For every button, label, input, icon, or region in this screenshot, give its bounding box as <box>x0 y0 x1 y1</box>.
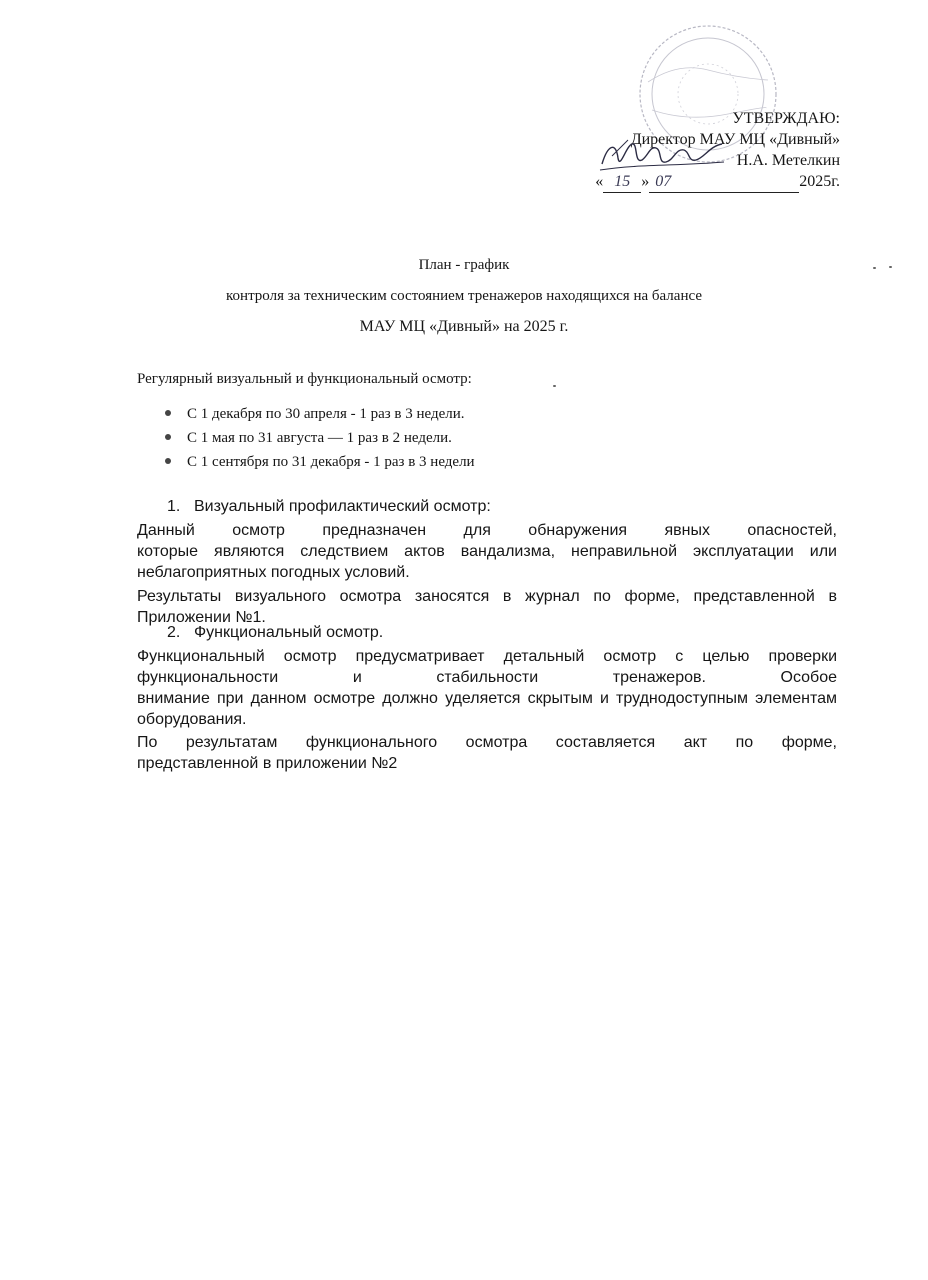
list-item: С 1 мая по 31 августа — 1 раз в 2 недели. <box>165 428 475 452</box>
list-item: С 1 декабря по 30 апреля - 1 раз в 3 недели. <box>165 404 475 428</box>
section1-paragraph: Приложении №1. <box>137 609 266 626</box>
date-day: 15 <box>603 171 641 193</box>
doc-title-line1: План - график <box>418 257 510 273</box>
list-item: С 1 сентября по 31 декабря - 1 раз в 3 недели <box>165 452 475 476</box>
section2-paragraph: функциональности и стабильности тренажеров. Особое <box>137 669 837 686</box>
bullet-icon <box>165 410 171 416</box>
signature <box>598 134 728 176</box>
section2-paragraph: Функциональный осмотр предусматривает детальный осмотр с целью проверки <box>137 648 837 665</box>
section1-paragraph: Данный осмотр предназначен для обнаружения явных опасностей, <box>137 522 837 539</box>
bullet-icon <box>165 434 171 440</box>
date-month: 07 <box>649 171 799 193</box>
section2-paragraph: По результатам функционального осмотра составляется акт по форме, <box>137 734 837 751</box>
section1-heading: 1. Визуальный профилактический осмотр: <box>167 498 491 515</box>
approval-position: Директор МАУ МЦ «Дивный» <box>630 131 840 148</box>
schedule-list <box>165 404 475 476</box>
doc-title-line3: МАУ МЦ «Дивный» на 2025 г. <box>359 318 569 335</box>
approval-name: Н.А. Метелкин <box>736 152 840 169</box>
intro-text: Регулярный визуальный и функциональный осмотр: <box>137 371 472 387</box>
section2-heading: 2. Функциональный осмотр. <box>167 624 384 641</box>
doc-title-line2: контроля за техническим состоянием тренажеров находящихся на балансе <box>226 288 702 304</box>
section1-paragraph: которые являются следствием актов вандализма, неправильной эксплуатации или <box>137 543 837 560</box>
bullet-icon <box>165 458 171 464</box>
approval-date: « 15 » 07 2025г. <box>560 171 840 193</box>
date-year: 2025г. <box>799 173 840 190</box>
section2-paragraph: внимание при данном осмотре должно уделяется скрытым и труднодоступным элементам <box>137 690 837 707</box>
section1-paragraph: Результаты визуального осмотра заносятся в журнал по форме, представленной в <box>137 588 837 605</box>
section1-paragraph: неблагоприятных погодных условий. <box>137 564 410 581</box>
approval-title: УТВЕРЖДАЮ: <box>732 110 840 127</box>
scan-speck <box>889 266 892 268</box>
scan-speck <box>873 267 876 269</box>
scan-speck <box>553 385 556 387</box>
section2-paragraph: представленной в приложении №2 <box>137 755 398 772</box>
section2-paragraph: оборудования. <box>137 711 247 728</box>
